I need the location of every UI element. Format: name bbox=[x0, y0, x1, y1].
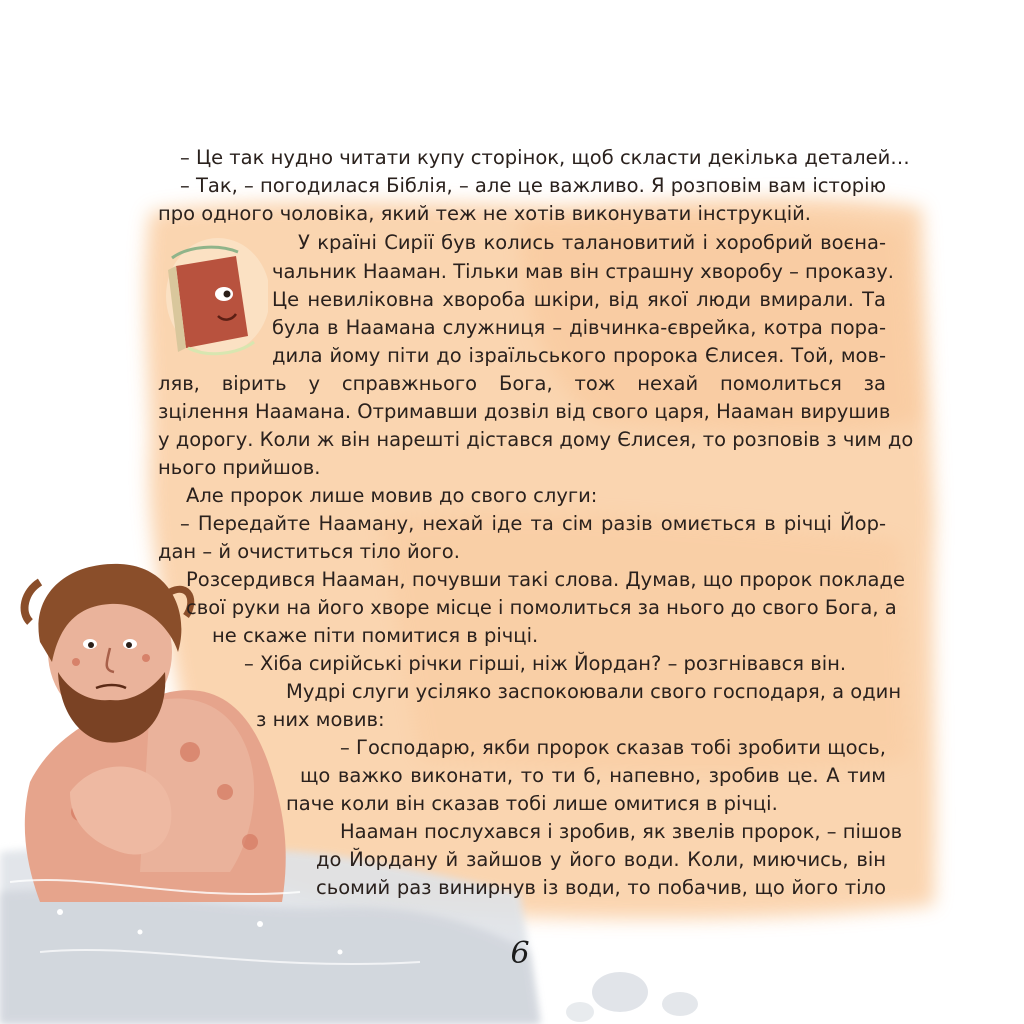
text-line: Нааман послухався і зробив, як звелів пророк, – пішов bbox=[340, 820, 903, 843]
book-character-illustration bbox=[158, 236, 268, 362]
text-line: У країні Сирії був колись талановитий і хоробрий воєна- bbox=[298, 231, 886, 254]
text-line: – Передайте Нааману, нехай іде та сім разів омиється в річці Йор- bbox=[180, 512, 886, 535]
text-line: не скаже піти помитися в річці. bbox=[212, 624, 539, 647]
text-line: до Йордану й зайшов у його води. Коли, миючись, він bbox=[316, 848, 886, 871]
text-line: – Так, – погодилася Біблія, – але це важливо. Я розповім вам історію bbox=[180, 174, 886, 197]
text-line: у дорогу. Коли ж він нарешті дістався дому Єлисея, то розповів з чим до bbox=[158, 428, 914, 451]
naaman-illustration bbox=[0, 552, 560, 1024]
text-line: з них мовив: bbox=[256, 708, 385, 731]
page-number: 6 bbox=[510, 936, 530, 971]
text-line: свої руки на його хворе місце і помолиться за нього до свого Бога, а bbox=[186, 596, 897, 619]
text-line: Розсердився Нааман, почувши такі слова. Думав, що пророк покладе bbox=[186, 568, 905, 591]
water-splash-decoration bbox=[560, 952, 760, 1024]
text-line: про одного чоловіка, який теж не хотів виконувати інструкцій. bbox=[158, 202, 812, 225]
text-line: дан – й очиститься тіло його. bbox=[158, 540, 460, 563]
text-line: – Хіба сирійські річки гірші, ніж Йордан? – розгнівався він. bbox=[244, 652, 847, 675]
text-line: паче коли він сказав тобі лише омитися в річці. bbox=[286, 792, 778, 815]
text-line: що важко виконати, то ти б, напевно, зробив це. А тим bbox=[300, 764, 886, 787]
text-line: чальник Нааман. Тільки мав він страшну хворобу – проказу. bbox=[272, 260, 894, 283]
text-line: дила йому піти до ізраїльського пророка Єлисея. Той, мов- bbox=[272, 344, 886, 367]
text-line: Мудрі слуги усіляко заспокоювали свого господаря, а один bbox=[286, 680, 902, 703]
text-line: – Господарю, якби пророк сказав тобі зробити щось, bbox=[340, 736, 886, 759]
text-line: була в Наамана служниця – дівчинка-єврейка, котра пора- bbox=[272, 316, 886, 339]
text-line: Це невиліковна хвороба шкіри, від якої люди вмирали. Та bbox=[272, 288, 886, 311]
text-line: сьомий раз винирнув із води, то побачив, що його тіло bbox=[316, 876, 886, 899]
text-line: Але пророк лише мовив до свого слуги: bbox=[186, 484, 598, 507]
text-line: зцілення Наамана. Отримавши дозвіл від свого царя, Нааман вирушив bbox=[158, 400, 891, 423]
text-line: нього прийшов. bbox=[158, 456, 321, 479]
text-line: ляв, вірить у справжнього Бога, тож нехай помолиться за bbox=[158, 372, 886, 395]
text-line: – Це так нудно читати купу сторінок, щоб скласти декілька деталей… bbox=[180, 146, 910, 169]
